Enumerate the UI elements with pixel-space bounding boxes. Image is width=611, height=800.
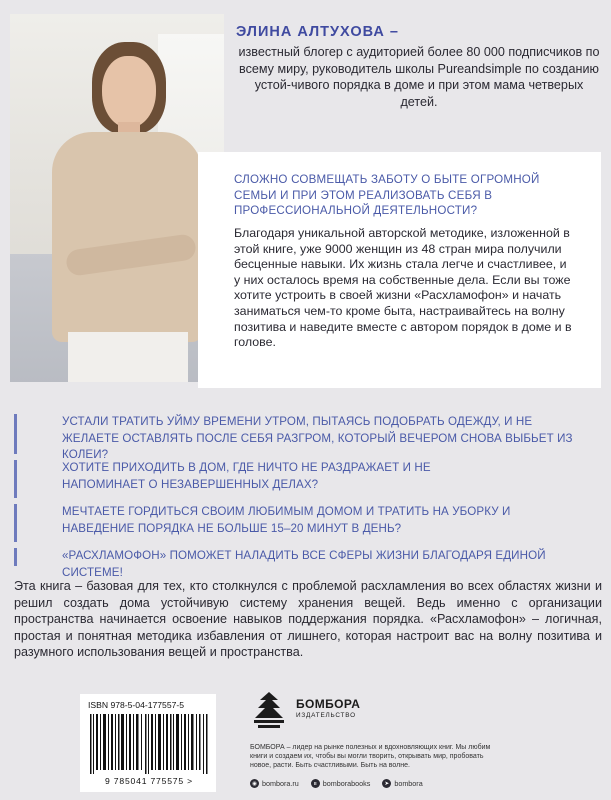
question-item — [14, 458, 604, 502]
question-item — [14, 412, 604, 460]
author-name: ЭЛИНА АЛТУХОВА – — [236, 24, 399, 40]
publisher-description: БОМБОРА – лидер на рынке полезных и вдохновляющих книг. Мы любим книги и создаем их, чтобы вы могли творить, открывать мир, пробовать новое, расти. Быть счастливыми. Быть на волне. — [250, 744, 491, 769]
telegram-icon: ➤ — [382, 779, 391, 788]
social-link-site[interactable] — [250, 779, 299, 788]
vk-icon: в — [311, 779, 320, 788]
question-text: УСТАЛИ ТРАТИТЬ УЙМУ ВРЕМЕНИ УТРОМ, ПЫТАЯСЬ ПОДОБРАТЬ ОДЕЖДУ, И НЕ ЖЕЛАЕТЕ ОСТАВЛЯТЬ ПОСЛЕ СЕБЯ РАЗГРОМ, КОТОРЫЙ ВЕЧЕРОМ СНОВА ВЫБЬЕТ ИЗ КОЛЕИ? — [62, 415, 573, 461]
barcode-number: 9 785041 775575 > — [105, 776, 193, 786]
social-label: bomborabooks — [322, 779, 371, 788]
publisher-socials — [250, 779, 570, 788]
globe-icon: ◉ — [250, 779, 259, 788]
author-bio: известный блогер с аудиторией более 80 000 подписчиков по всему миру, руководитель школы Pureandsimple по созданию устой-чивого порядка в доме и при этом мама четверых детей. — [238, 45, 600, 109]
publisher-subtitle: ИЗДАТЕЛЬСТВО — [296, 712, 356, 719]
question-text: «РАСХЛАМОФОН» ПОМОЖЕТ НАЛАДИТЬ ВСЕ СФЕРЫ ЖИЗНИ БЛАГОДАРЯ ЕДИНОЙ СИСТЕМЕ! — [62, 549, 546, 579]
isbn-label: ISBN 978-5-04-177557-5 — [88, 700, 185, 710]
social-label: bombora — [394, 779, 423, 788]
barcode-bars — [90, 714, 208, 774]
publisher-name: БОМБОРА — [296, 697, 361, 711]
question-text: ХОТИТЕ ПРИХОДИТЬ В ДОМ, ГДЕ НИЧТО НЕ РАЗДРАЖАЕТ И НЕ НАПОМИНАЕТ О НЕЗАВЕРШЕННЫХ ДЕЛАХ? — [62, 461, 431, 491]
question-item — [14, 546, 604, 579]
card-body: Благодаря уникальной авторской методике, изложенной в этой книге, уже 9000 женщин из 48 стран мира получили бесценные навыки. Их жизнь стала легче и счастливее, и у них осталось время на собственные дела. Если вы тоже хотите устроить в своей жизни «Расхламофон» и начать заниматься чем-то кроме быта, настраивайтесь на волну позитива и наведите вместе с автором порядок в доме и в голове. — [234, 226, 572, 350]
question-text: МЕЧТАЕТЕ ГОРДИТЬСЯ СВОИМ ЛЮБИМЫМ ДОМОМ И ТРАТИТЬ НА УБОРКУ И НАВЕДЕНИЕ ПОРЯДКА НЕ БОЛЬШЕ 15–20 МИНУТ В ДЕНЬ? — [62, 505, 511, 535]
intro-card — [198, 152, 601, 388]
question-item — [14, 502, 604, 546]
social-link-telegram[interactable] — [382, 779, 422, 788]
social-label: bombora.ru — [262, 779, 299, 788]
bombora-logo-icon — [250, 690, 288, 732]
barcode — [80, 694, 216, 792]
author-photo — [10, 14, 224, 382]
social-link-vk[interactable] — [311, 779, 371, 788]
description-paragraph: Эта книга – базовая для тех, кто столкнулся с проблемой расхламления во всех областях жизни и решил создать дома устойчивую систему хранения вещей. Ведь именно с организации пространства начинается освоение навыков поддержания порядка. «Расхламофон» – логичная, простая и понятная методика избавления от лишнего, которая настроит вас на волну позитива и разумного использования вещей и пространства. — [14, 579, 602, 659]
card-heading: СЛОЖНО СОВМЕЩАТЬ ЗАБОТУ О БЫТЕ ОГРОМНОЙ СЕМЬИ И ПРИ ЭТОМ РЕАЛИЗОВАТЬ СЕБЯ В ПРОФЕССИОНАЛЬНОЙ ДЕЯТЕЛЬНОСТИ? — [234, 173, 540, 217]
